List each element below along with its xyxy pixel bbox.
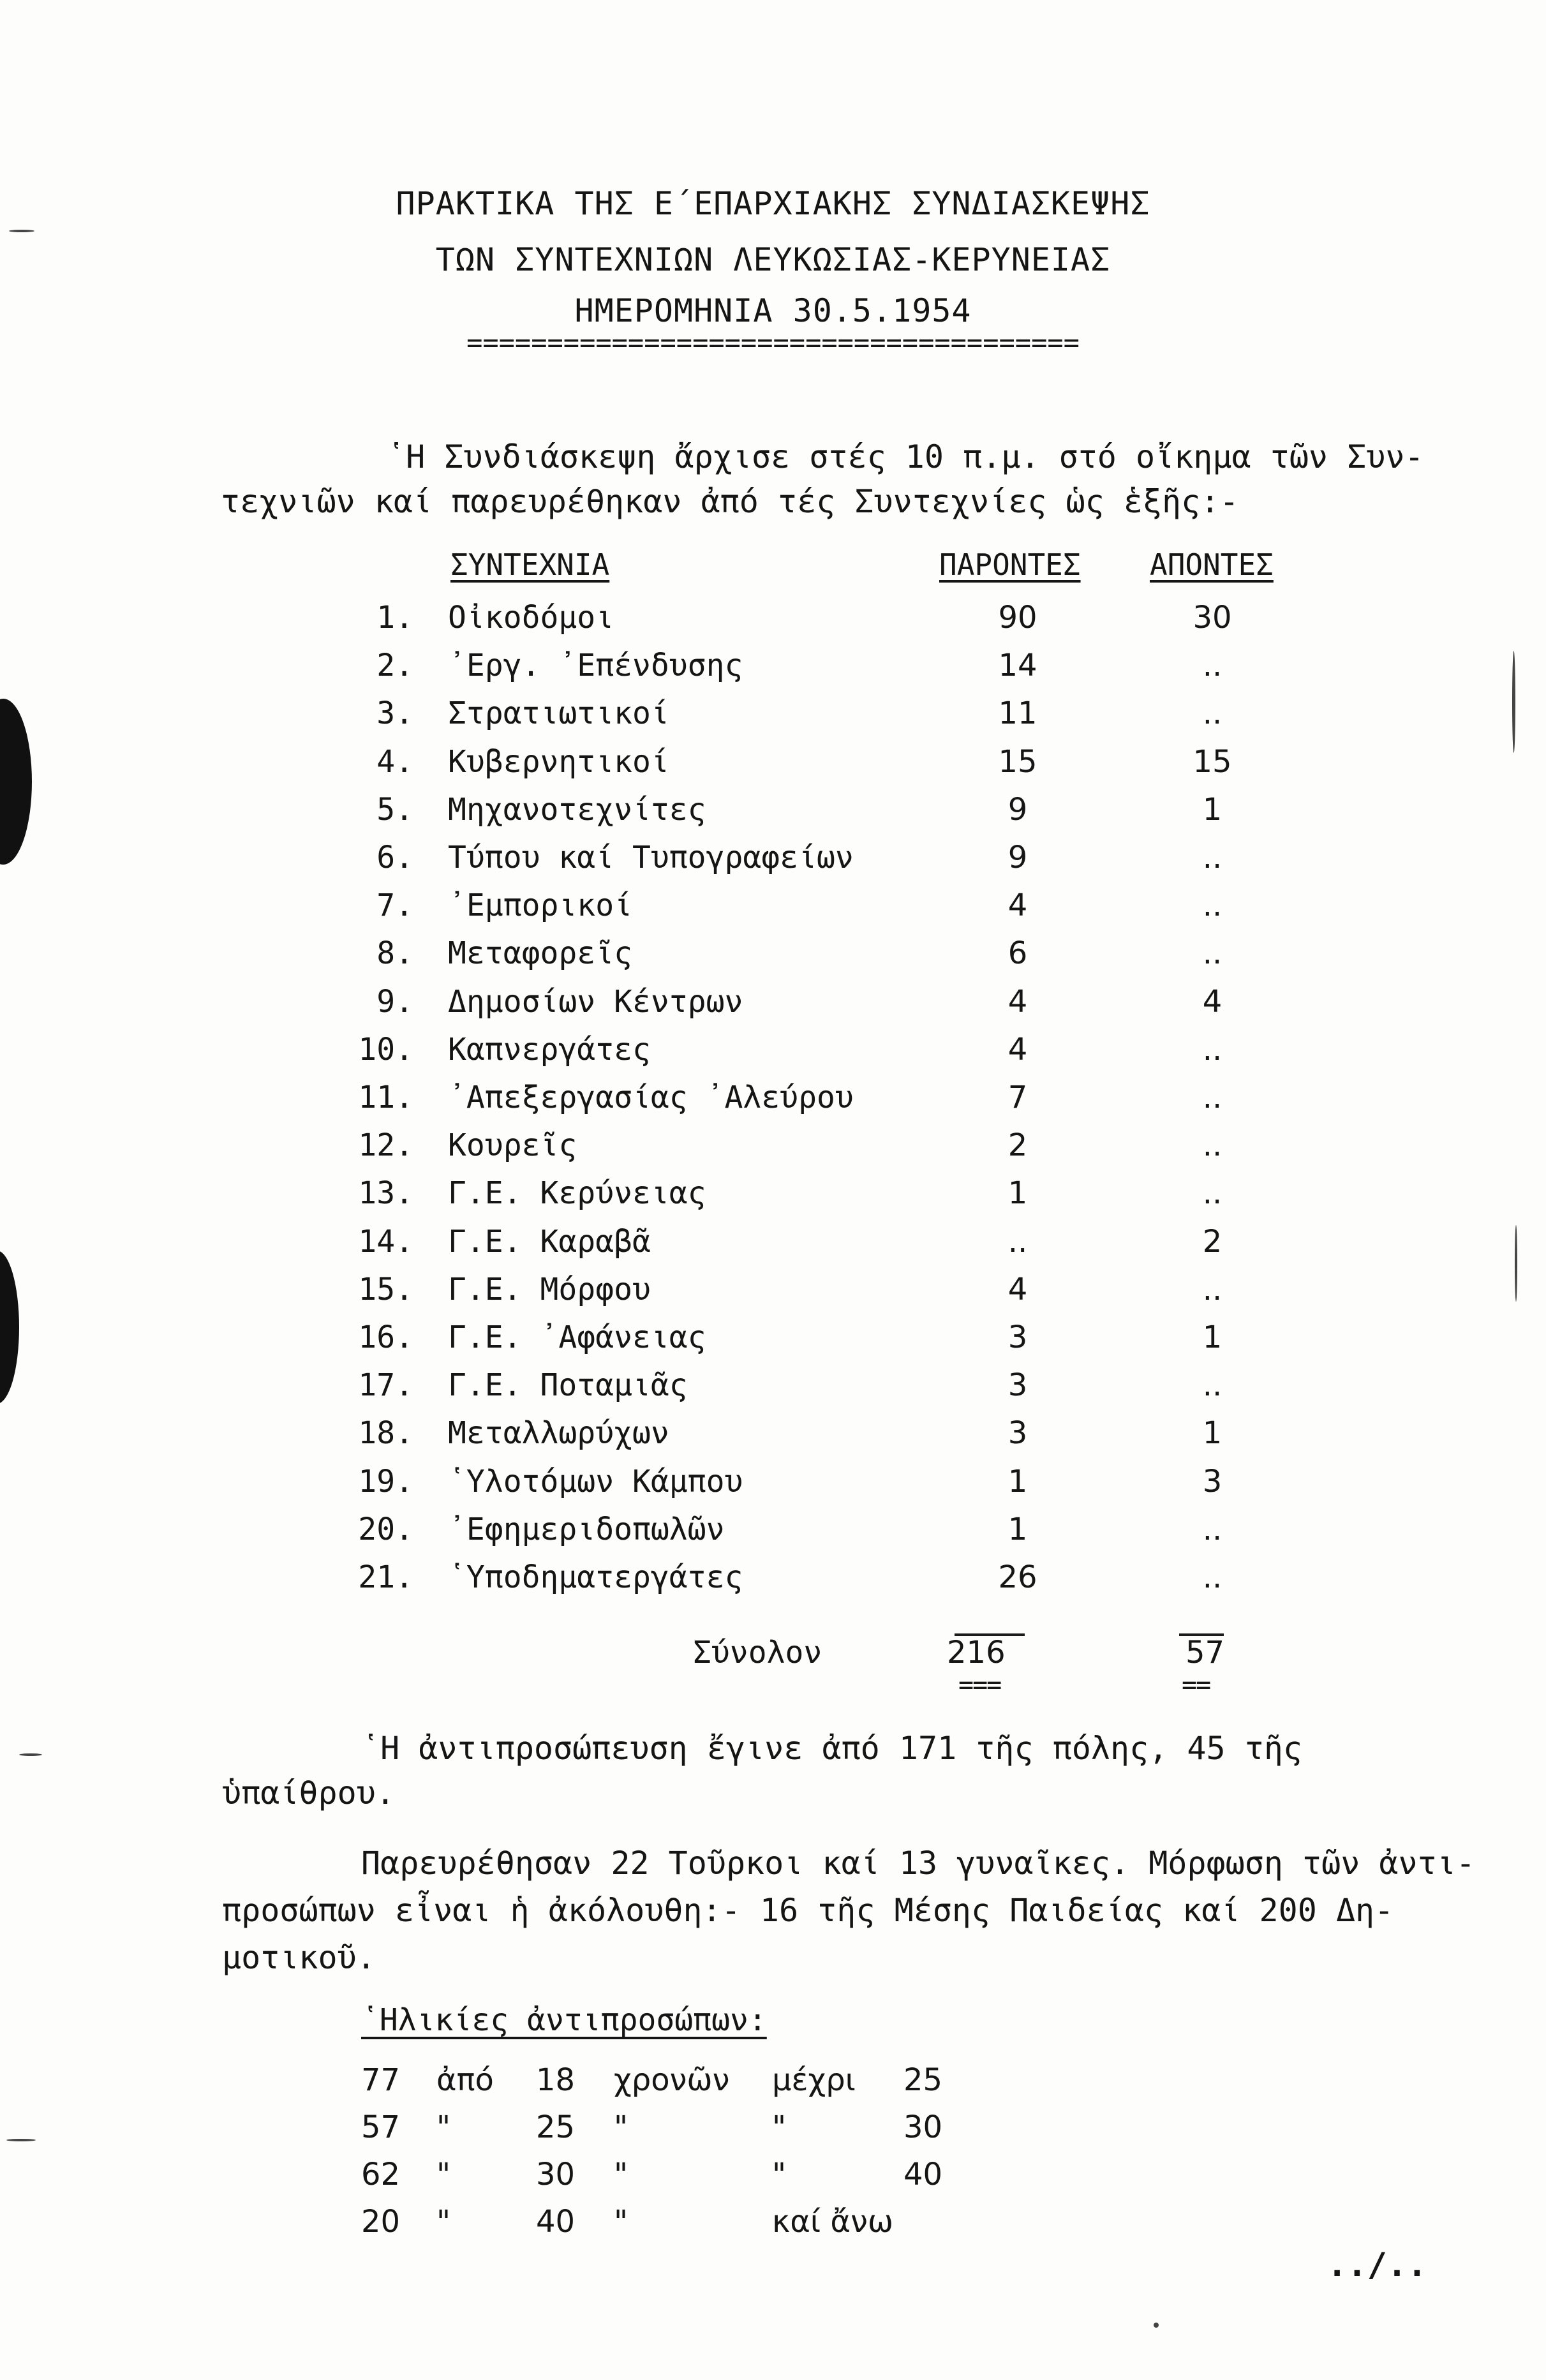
row-number: 12. xyxy=(358,1127,413,1163)
age-count: 20 xyxy=(361,2204,401,2240)
total-absent-double-rule: == xyxy=(1182,1670,1210,1700)
absent-count: .. xyxy=(1202,1032,1223,1067)
absent-count: .. xyxy=(1202,935,1223,971)
scan-speck xyxy=(9,230,34,232)
present-count: 14 xyxy=(998,648,1037,683)
absent-count: 3 xyxy=(1202,1464,1223,1499)
age-count: 62 xyxy=(361,2157,401,2192)
age-to-word: καί ἄνω xyxy=(772,2204,894,2240)
total-absent: 57 xyxy=(1186,1635,1225,1670)
union-name: ᾽Απεξεργασίας ᾽Αλεύρου xyxy=(448,1080,854,1115)
present-count: 2 xyxy=(1007,1127,1028,1163)
column-header-absent: ΑΠΟΝΤΕΣ xyxy=(1150,547,1274,582)
absent-count: 1 xyxy=(1202,792,1223,828)
present-count: 7 xyxy=(1007,1080,1028,1115)
age-from-word: " xyxy=(436,2157,451,2192)
age-from: 25 xyxy=(536,2109,576,2145)
column-header-present: ΠΑΡΟΝΤΕΣ xyxy=(939,547,1081,582)
row-number: 21. xyxy=(358,1559,413,1595)
scan-speck xyxy=(19,1753,42,1756)
absent-count: .. xyxy=(1202,840,1223,875)
union-name: Γ.Ε. Καραβᾶ xyxy=(448,1224,651,1260)
union-name: Γ.Ε. Μόρφου xyxy=(448,1272,651,1307)
age-count: 57 xyxy=(361,2109,401,2145)
absent-count: .. xyxy=(1202,888,1223,923)
present-count: .. xyxy=(1007,1224,1028,1260)
present-count: 1 xyxy=(1007,1464,1028,1499)
title-rule: ====================================== xyxy=(466,327,1080,358)
present-count: 15 xyxy=(998,744,1037,780)
total-present-double-rule: === xyxy=(958,1670,1001,1700)
present-count: 1 xyxy=(1007,1175,1028,1211)
row-number: 19. xyxy=(358,1464,413,1499)
age-unit: " xyxy=(614,2204,628,2240)
absent-count: .. xyxy=(1202,1127,1223,1163)
union-name: Μεταλλωρύχων xyxy=(448,1415,669,1451)
absent-count: 4 xyxy=(1202,984,1223,1020)
absent-count: .. xyxy=(1202,1272,1223,1307)
absent-count: .. xyxy=(1202,1512,1223,1547)
document-title-line-1: ΠΡΑΚΤΙΚΑ ΤΗΣ Ε΄ΕΠΑΡΧΙΑΚΗΣ ΣΥΝΔΙΑΣΚΕΨΗΣ xyxy=(396,185,1150,222)
present-count: 26 xyxy=(998,1559,1037,1595)
total-present: 216 xyxy=(947,1635,1006,1670)
attendance-line-2: προσώπων εἶναι ἡ ἀκόλουθη:- 16 τῆς Μέσης Παιδείας καί 200 Δη- xyxy=(222,1892,1394,1929)
document-title-line-2: ΤΩΝ ΣΥΝΤΕΧΝΙΩΝ ΛΕΥΚΩΣΙΑΣ-ΚΕΡΥΝΕΙΑΣ xyxy=(435,241,1111,278)
union-name: Κουρεῖς xyxy=(448,1127,577,1163)
age-from-word: " xyxy=(436,2204,451,2240)
row-number: 10. xyxy=(358,1032,413,1067)
absent-count: .. xyxy=(1202,648,1223,683)
row-number: 13. xyxy=(358,1175,413,1211)
scan-speck xyxy=(1154,2323,1159,2328)
age-to: 25 xyxy=(903,2062,943,2098)
union-name: Γ.Ε. Κερύνειας xyxy=(448,1175,706,1211)
present-count: 4 xyxy=(1007,1032,1028,1067)
row-number: 8. xyxy=(376,935,413,971)
present-count: 4 xyxy=(1007,984,1028,1020)
row-number: 11. xyxy=(358,1080,413,1115)
intro-line-2: τεχνιῶν καί παρευρέθηκαν ἀπό τές Συντεχνίες ὡς ἑξῆς:- xyxy=(221,483,1239,520)
absent-count: 1 xyxy=(1202,1415,1223,1451)
union-name: Τύπου καί Τυπογραφείων xyxy=(448,840,854,875)
row-number: 7. xyxy=(376,888,413,923)
row-number: 18. xyxy=(358,1415,413,1451)
absent-count: 15 xyxy=(1193,744,1232,780)
absent-count: .. xyxy=(1202,1080,1223,1115)
representation-line-2: ὑπαίθρου. xyxy=(222,1774,395,1811)
present-count: 3 xyxy=(1007,1415,1028,1451)
present-count: 1 xyxy=(1007,1512,1028,1547)
union-name: Μεταφορεῖς xyxy=(448,935,632,971)
attendance-line-1: Παρευρέθησαν 22 Τοῦρκοι καί 13 γυναῖκες. Μόρφωση τῶν ἀντι- xyxy=(361,1845,1475,1882)
union-name: Καπνεργάτες xyxy=(448,1032,651,1067)
row-number: 16. xyxy=(358,1320,413,1355)
union-name: ᾽Εργ. ᾽Επένδυσης xyxy=(448,648,743,683)
age-to: 40 xyxy=(903,2157,943,2192)
age-to-word: " xyxy=(772,2157,787,2192)
punch-hole-mark xyxy=(0,699,32,865)
union-name: Γ.Ε. Ποταμιᾶς xyxy=(448,1367,688,1403)
row-number: 3. xyxy=(376,695,413,731)
total-label: Σύνολον xyxy=(693,1635,822,1670)
present-count: 3 xyxy=(1007,1367,1028,1403)
absent-count: .. xyxy=(1202,1559,1223,1595)
row-number: 5. xyxy=(376,792,413,828)
row-number: 2. xyxy=(376,648,413,683)
age-from-word: ἀπό xyxy=(436,2062,494,2098)
attendance-line-3: μοτικοῦ. xyxy=(222,1939,376,1976)
document-date: ΗΜΕΡΟΜΗΝΙΑ 30.5.1954 xyxy=(574,292,972,329)
union-name: ᾽Εφημεριδοπωλῶν xyxy=(448,1512,725,1547)
age-unit: χρονῶν xyxy=(614,2062,730,2098)
present-count: 4 xyxy=(1007,888,1028,923)
present-count: 9 xyxy=(1007,840,1028,875)
continued-mark: ../.. xyxy=(1327,2246,1427,2284)
absent-count: 1 xyxy=(1202,1320,1223,1355)
union-name: ῾Υλοτόμων Κάμπου xyxy=(448,1464,743,1499)
row-number: 9. xyxy=(376,984,413,1020)
absent-count: 2 xyxy=(1202,1224,1223,1260)
union-name: Στρατιωτικοί xyxy=(448,695,669,731)
age-from: 30 xyxy=(536,2157,576,2192)
row-number: 4. xyxy=(376,744,413,780)
row-number: 17. xyxy=(358,1367,413,1403)
age-to: 30 xyxy=(903,2109,943,2145)
union-name: Μηχανοτεχνίτες xyxy=(448,792,706,828)
scan-speck xyxy=(6,2139,36,2141)
intro-line-1: ῾Η Συνδιάσκεψη ἄρχισε στές 10 π.μ. στό οἴκημα τῶν Συν- xyxy=(387,438,1424,475)
age-unit: " xyxy=(614,2109,628,2145)
scan-speck xyxy=(1515,1225,1517,1302)
age-unit: " xyxy=(614,2157,628,2192)
present-count: 4 xyxy=(1007,1272,1028,1307)
row-number: 20. xyxy=(358,1512,413,1547)
age-from: 18 xyxy=(536,2062,576,2098)
present-count: 6 xyxy=(1007,935,1028,971)
present-count: 90 xyxy=(998,600,1037,636)
absent-count: 30 xyxy=(1193,600,1232,636)
ages-heading: ῾Ηλικίες ἀντιπροσώπων: xyxy=(361,2002,767,2038)
age-from-word: " xyxy=(436,2109,451,2145)
present-count: 9 xyxy=(1007,792,1028,828)
row-number: 6. xyxy=(376,840,413,875)
union-name: ῾Υποδηματεργάτες xyxy=(448,1559,743,1595)
row-number: 15. xyxy=(358,1272,413,1307)
union-name: Οἰκοδόμοι xyxy=(448,600,614,636)
age-from: 40 xyxy=(536,2204,576,2240)
age-to-word: μέχρι xyxy=(772,2062,856,2098)
punch-hole-mark xyxy=(0,1251,19,1404)
present-count: 3 xyxy=(1007,1320,1028,1355)
present-count: 11 xyxy=(998,695,1037,731)
age-count: 77 xyxy=(361,2062,401,2098)
absent-count: .. xyxy=(1202,1367,1223,1403)
union-name: Γ.Ε. ᾽Αφάνειας xyxy=(448,1320,706,1355)
row-number: 14. xyxy=(358,1224,413,1260)
absent-count: .. xyxy=(1202,1175,1223,1211)
representation-line-1: ῾Η ἀντιπροσώπευση ἔγινε ἀπό 171 τῆς πόλης, 45 τῆς xyxy=(361,1730,1303,1767)
age-to-word: " xyxy=(772,2109,787,2145)
union-name: ᾽Εμπορικοί xyxy=(448,888,632,923)
column-header-union: ΣΥΝΤΕΧΝΙΑ xyxy=(450,547,610,582)
row-number: 1. xyxy=(376,600,413,636)
absent-count: .. xyxy=(1202,695,1223,731)
scan-speck xyxy=(1512,651,1515,753)
union-name: Κυβερνητικοί xyxy=(448,744,669,780)
union-name: Δημοσίων Κέντρων xyxy=(448,984,743,1020)
